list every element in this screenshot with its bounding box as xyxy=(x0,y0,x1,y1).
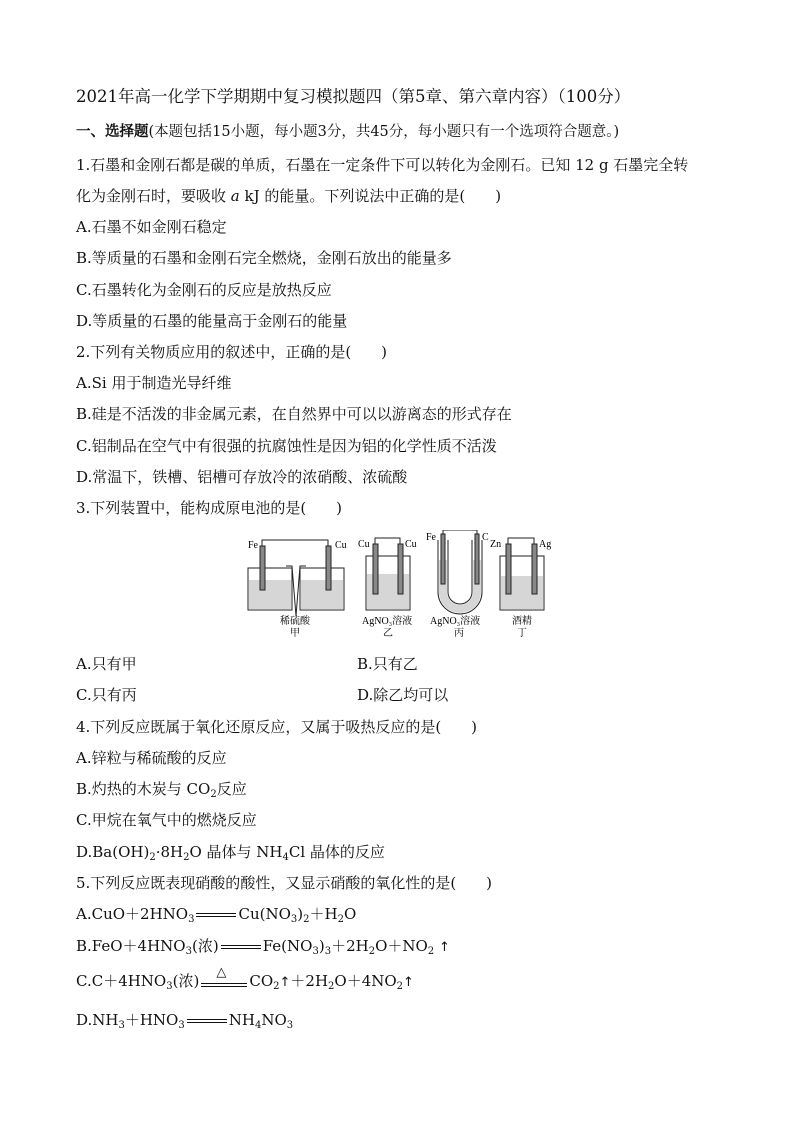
q1-option-a[interactable]: A.石墨不如金刚石稳定 xyxy=(76,218,227,236)
q4-b-sub: 2 xyxy=(210,789,217,800)
q5-a-t4: ＋H xyxy=(309,905,338,923)
q5-c-t3: CO xyxy=(249,972,274,990)
q5-option-a[interactable] xyxy=(76,904,356,924)
q4-option-a[interactable]: A.锌粒与稀硫酸的反应 xyxy=(76,749,227,767)
q3-stem: 3.下列装置中，能构成原电池的是( ) xyxy=(76,499,343,517)
q4-option-d[interactable] xyxy=(76,842,385,862)
q4-d-sub3: 4 xyxy=(282,852,289,863)
q1-option-d[interactable]: D.等质量的石墨的能量高于金刚石的能量 xyxy=(76,312,348,330)
bing-left-electrode: Fe xyxy=(426,532,436,543)
ding-solution: 酒精 xyxy=(512,616,532,627)
q5-stem: 5.下列反应既表现硝酸的酸性，又显示硝酸的氧化性的是( ) xyxy=(76,874,493,892)
q5-c-s5: 2 xyxy=(396,981,404,992)
page-title: 2021年高一化学下学期期中复习模拟题四（第5章、第六章内容）（100分） xyxy=(76,87,631,106)
q5-option-b[interactable] xyxy=(76,936,450,958)
q5-d-t4: NO xyxy=(261,1011,287,1029)
ding-name: 丁 xyxy=(517,628,527,639)
q5-c-t2: (浓) xyxy=(172,972,200,990)
q5-d-t3: NH xyxy=(228,1011,255,1029)
q5-b-t3: Fe(NO xyxy=(262,937,313,955)
q5-b-s3: 3 xyxy=(312,946,319,957)
apparatus-yi xyxy=(366,538,410,610)
q5-b-t1: B.FeO＋4HNO xyxy=(76,937,186,955)
gas-arrow-icon: ↑ xyxy=(438,940,450,955)
q5-b-t4: ) xyxy=(318,937,325,955)
q2-stem: 2.下列有关物质应用的叙述中，正确的是( ) xyxy=(76,343,388,361)
q5-c-t4: ＋2H xyxy=(290,972,329,990)
q1-stem-line2-a: 化为金刚石时，要吸收 xyxy=(76,187,231,205)
q3-option-c[interactable]: C.只有丙 xyxy=(76,686,137,704)
q5-a-t3: ) xyxy=(297,905,304,923)
q4-d-text3: O 晶体与 NH xyxy=(189,843,283,861)
q5-c-s3: 2 xyxy=(273,981,280,992)
q5-b-s1: 3 xyxy=(185,946,192,957)
q5-d-s3: 4 xyxy=(254,1020,262,1031)
apparatus-bing xyxy=(438,530,482,614)
bing-name: 丙 xyxy=(454,628,464,639)
q4-d-sub2: 2 xyxy=(183,852,190,863)
q4-d-text4: Cl 晶体的反应 xyxy=(288,843,385,861)
q5-c-t5: O＋4NO xyxy=(334,972,397,990)
q5-a-t5: O xyxy=(343,905,357,923)
q5-b-s4: 3 xyxy=(324,946,332,957)
jia-solution: 稀硫酸 xyxy=(280,616,310,627)
q5-b-t5: ＋2H xyxy=(331,937,369,955)
q5-a-equals-sign xyxy=(196,913,236,917)
q4-stem: 4.下列反应既属于氧化还原反应，又属于吸热反应的是( ) xyxy=(76,718,478,736)
q5-a-s4: 2 xyxy=(337,914,344,925)
ding-right-electrode: Ag xyxy=(539,539,552,550)
q1-variable-a: a xyxy=(230,187,240,205)
apparatus-jia xyxy=(248,540,344,616)
q5-c-s4: 2 xyxy=(328,981,335,992)
q5-d-t2: ＋HNO xyxy=(124,1011,179,1029)
heat-triangle-icon: △ xyxy=(216,965,227,980)
q5-option-d[interactable] xyxy=(76,1010,293,1030)
q5-c-heat-equals xyxy=(201,965,247,992)
q5-a-t2: Cu(NO xyxy=(238,905,291,923)
q1-stem-line1: 1.石墨和金刚石都是碳的单质，石墨在一定条件下可以转化为金刚石。已知 12 g 石墨完全转 xyxy=(76,156,689,174)
q5-d-s4: 3 xyxy=(286,1020,294,1031)
q1-option-c[interactable]: C.石墨转化为金刚石的反应是放热反应 xyxy=(76,281,332,299)
bing-right-electrode: C xyxy=(482,532,489,543)
bing-solution: AgNO₃溶液 xyxy=(430,616,481,627)
jia-name: 甲 xyxy=(290,628,300,639)
q5-option-c[interactable] xyxy=(76,965,414,993)
q4-d-text1: D.Ba(OH) xyxy=(76,843,150,861)
q5-a-s2: 3 xyxy=(290,914,298,925)
q5-d-s2: 3 xyxy=(178,1020,185,1031)
yi-right-electrode: Cu xyxy=(405,539,417,550)
q3-option-b[interactable]: B.只有乙 xyxy=(357,655,418,673)
ding-left-electrode: Zn xyxy=(490,539,502,550)
yi-left-electrode: Cu xyxy=(358,539,370,550)
q3-option-d[interactable]: D.除乙均可以 xyxy=(357,686,449,704)
q1-stem-line2 xyxy=(76,186,501,206)
q5-b-s5: 2 xyxy=(368,946,376,957)
q5-a-s3: 2 xyxy=(303,914,310,925)
apparatus-ding xyxy=(500,538,544,610)
q4-b-text1: B.灼热的木炭与 CO xyxy=(76,780,211,798)
q4-b-text2: 反应 xyxy=(216,780,247,798)
q4-d-text2: ·8H xyxy=(155,843,184,861)
q3-option-a[interactable]: A.只有甲 xyxy=(76,655,137,673)
q5-d-t1: D.NH xyxy=(76,1011,119,1029)
q2-option-a[interactable]: A.Si 用于制造光导纤维 xyxy=(76,374,232,392)
q4-option-b[interactable] xyxy=(76,779,247,799)
q5-b-t2: (浓) xyxy=(191,937,219,955)
q1-stem-line2-b: kJ 的能量。下列说法中正确的是( ) xyxy=(239,187,502,205)
q1-option-b[interactable]: B.等质量的石墨和金刚石完全燃烧，金刚石放出的能量多 xyxy=(76,249,452,267)
q5-b-equals-sign xyxy=(221,945,261,949)
q4-option-c[interactable]: C.甲烷在氧气中的燃烧反应 xyxy=(76,811,257,829)
q5-a-s1: 3 xyxy=(188,914,195,925)
q5-c-t1: C.C＋4HNO xyxy=(76,972,167,990)
q5-d-s1: 3 xyxy=(118,1020,125,1031)
galvanic-cell-diagram xyxy=(240,530,560,640)
q2-option-c[interactable]: C.铝制品在空气中有很强的抗腐蚀性是因为铝的化学性质不活泼 xyxy=(76,437,497,455)
yi-solution: AgNO₃溶液 xyxy=(362,616,413,627)
yi-name: 乙 xyxy=(383,628,393,639)
q5-d-equals-sign xyxy=(187,1019,227,1023)
gas-arrow-icon: ↑ xyxy=(279,975,291,990)
jia-left-electrode: Fe xyxy=(248,540,258,551)
gas-arrow-icon: ↑ xyxy=(403,975,414,990)
jia-right-electrode: Cu xyxy=(335,540,347,551)
q5-b-t6: O＋NO xyxy=(375,937,428,955)
q2-option-d[interactable]: D.常温下，铁槽、铝槽可存放冷的浓硝酸、浓硫酸 xyxy=(76,468,408,486)
q4-d-sub1: 2 xyxy=(149,852,156,863)
q5-b-s6: 2 xyxy=(427,946,435,957)
q5-a-t1: A.CuO＋2HNO xyxy=(76,905,189,923)
section-note: (本题包括15小题，每小题3分，共45分，每小题只有一个选项符合题意。) xyxy=(148,124,620,140)
q2-option-b[interactable]: B.硅是不活泼的非金属元素，在自然界中可以以游离态的形式存在 xyxy=(76,405,512,423)
section-heading xyxy=(76,122,619,142)
q5-c-s1: 3 xyxy=(166,981,173,992)
section-label: 一、选择题 xyxy=(76,123,149,140)
q5-c-equals-bar xyxy=(201,983,247,987)
